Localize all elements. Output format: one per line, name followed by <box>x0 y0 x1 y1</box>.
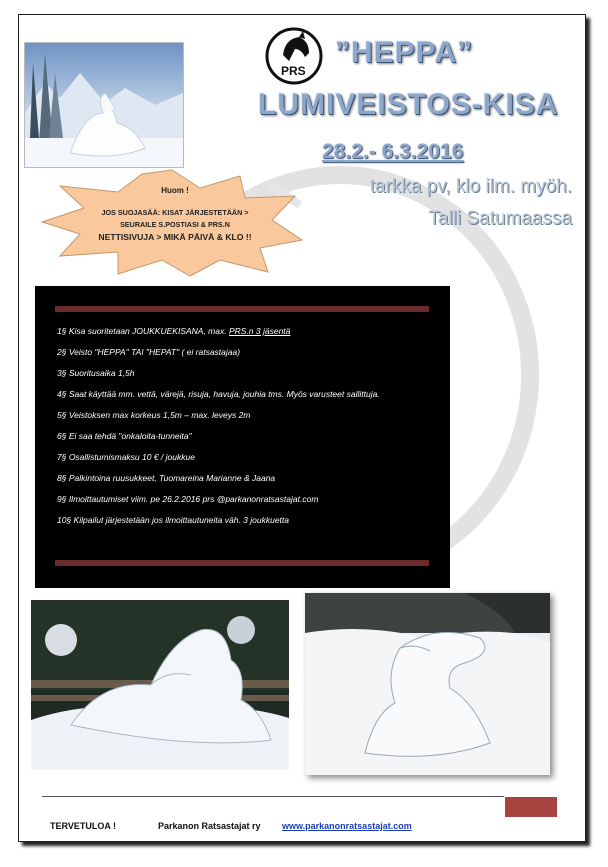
title-lumiveistos-kisa: LUMIVEISTOS-KISA <box>258 88 559 121</box>
rule-9: 9§ Ilmoittautumiset viim. pe 26.2.2016 prs @parkanonratsastajat.com <box>57 494 319 504</box>
footer-welcome: TERVETULOA ! <box>50 821 117 831</box>
logo-text: PRS <box>281 64 306 78</box>
notice-text <box>80 186 270 243</box>
rule-5: 5§ Veistoksen max korkeus 1,5m – max. leveys 2m <box>57 410 251 420</box>
title-heppa: ”HEPPA” <box>335 36 474 69</box>
rule-4: 4§ Saat käyttää mm. vettä, värejä, risuja, havuja, jouhia tms. Myös varusteet sallittuja. <box>57 389 380 399</box>
rule-1-text: 1§ Kisa suoritetaan JOUKKUEKISANA, max. <box>57 326 229 336</box>
notice-line-3: NETTISIVUJA > MIKÄ PÄIVÄ & KLO !! <box>98 232 252 242</box>
rules-bottom-bar <box>55 560 429 566</box>
rules-box <box>35 286 450 588</box>
footer-website-link[interactable]: www.parkanonratsastajat.com <box>282 821 412 831</box>
info-line-place: Talli Satumaassa <box>428 208 572 229</box>
notice-line-2: SEURAILE S.POSTIASI & PRS.N <box>120 220 230 229</box>
snow-horse-photo-left <box>31 600 289 770</box>
footer-rule <box>42 796 504 797</box>
notice-title: Huom ! <box>161 186 189 195</box>
rule-6: 6§ Ei saa tehdä "onkaloita-tunneita" <box>57 431 192 441</box>
rules-top-bar <box>55 306 429 312</box>
footer-org: Parkanon Ratsastajat ry <box>158 821 261 831</box>
rule-10: 10§ Kilpailut järjestetään jos ilmoittautuneita väh. 3 joukkuetta <box>57 515 290 525</box>
info-line-time: tarkka pv, klo ilm. myöh. <box>369 176 572 197</box>
rule-1 <box>57 326 290 336</box>
footer-accent-box <box>505 797 557 817</box>
rule-1-underlined: PRS.n 3 jäsentä <box>228 326 291 336</box>
rule-2: 2§ Veisto "HEPPA" TAI "HEPAT" ( ei ratsastajaa) <box>57 347 241 357</box>
rule-3: 3§ Suoritusaika 1,5h <box>57 368 135 378</box>
event-dates: 28.2.- 6.3.2016 <box>322 140 464 163</box>
prs-logo <box>265 27 323 85</box>
notice-line-1: JOS SUOJASÄÄ: KISAT JÄRJESTETÄÄN > <box>101 208 249 217</box>
snow-horse-photo-right <box>305 593 550 775</box>
snow-horse-photo-top <box>24 42 184 168</box>
rule-7: 7§ Osallistumismaksu 10 € / joukkue <box>57 452 195 462</box>
rule-8: 8§ Palkintoina ruusukkeet, Tuomareina Marianne & Jaana <box>57 473 276 483</box>
